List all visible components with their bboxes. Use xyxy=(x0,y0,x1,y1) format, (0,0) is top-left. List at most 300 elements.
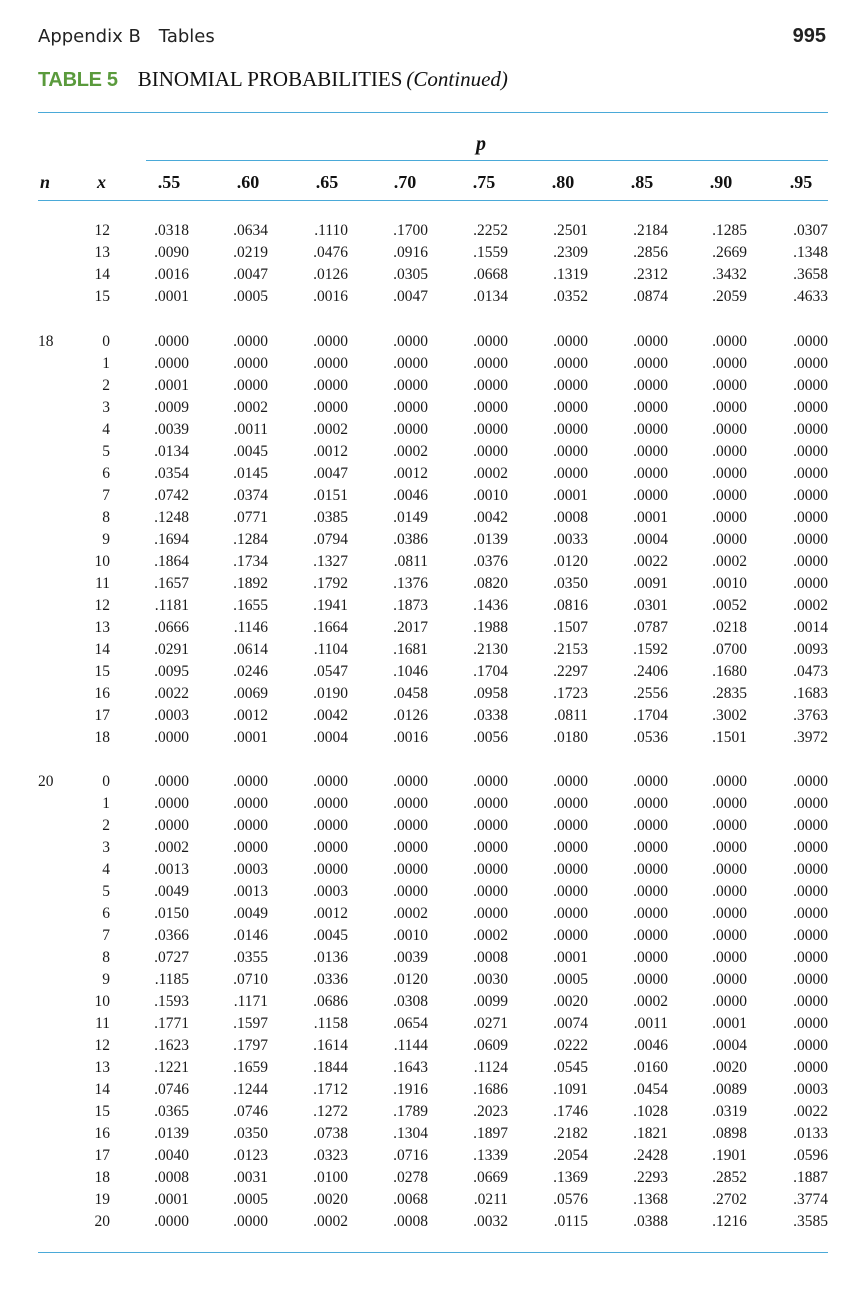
probability-cell: .0000 xyxy=(233,355,268,372)
probability-cell: .1216 xyxy=(712,1213,747,1230)
x-value: 7 xyxy=(102,927,110,944)
probability-cell: .1643 xyxy=(393,1059,428,1076)
probability-cell: .0000 xyxy=(553,465,588,482)
probability-cell: .2054 xyxy=(553,1147,588,1164)
probability-cell: .0123 xyxy=(233,1147,268,1164)
probability-cell: .0012 xyxy=(393,465,428,482)
probability-cell: .0000 xyxy=(393,795,428,812)
probability-cell: .0000 xyxy=(393,883,428,900)
probability-cell: .0000 xyxy=(393,421,428,438)
x-value: 15 xyxy=(94,1103,110,1120)
probability-cell: .1797 xyxy=(233,1037,268,1054)
probability-cell: .0011 xyxy=(233,421,268,438)
probability-cell: .0095 xyxy=(154,663,189,680)
probability-cell: .0049 xyxy=(154,883,189,900)
probability-cell: .0002 xyxy=(712,553,747,570)
probability-cell: .0000 xyxy=(473,883,508,900)
probability-cell: .0000 xyxy=(712,905,747,922)
probability-cell: .0000 xyxy=(393,773,428,790)
probability-cell: .0352 xyxy=(553,288,588,305)
x-value: 1 xyxy=(102,795,110,812)
probability-cell: .0000 xyxy=(233,333,268,350)
probability-cell: .0000 xyxy=(233,773,268,790)
probability-cell: .0545 xyxy=(553,1059,588,1076)
probability-cell: .0000 xyxy=(793,773,828,790)
page-number: 995 xyxy=(792,25,826,47)
x-value: 12 xyxy=(94,1037,110,1054)
probability-cell: .0002 xyxy=(793,597,828,614)
probability-cell: .0000 xyxy=(233,817,268,834)
probability-cell: .0000 xyxy=(633,883,668,900)
probability-cell: .0000 xyxy=(793,1059,828,1076)
probability-cell: .0000 xyxy=(393,399,428,416)
probability-cell: .0115 xyxy=(553,1213,588,1230)
probability-cell: .2153 xyxy=(553,641,588,658)
probability-cell: .3585 xyxy=(793,1213,828,1230)
probability-cell: .0133 xyxy=(793,1125,828,1142)
probability-cell: .0190 xyxy=(313,685,348,702)
p-header-2: .65 xyxy=(315,172,339,192)
probability-cell: .1221 xyxy=(154,1059,189,1076)
probability-cell: .0000 xyxy=(712,333,747,350)
probability-cell: .0069 xyxy=(233,685,268,702)
probability-cell: .0000 xyxy=(154,729,189,746)
x-column-header: x xyxy=(97,172,106,192)
probability-cell: .0009 xyxy=(154,399,189,416)
probability-cell: .0536 xyxy=(633,729,668,746)
probability-cell: .0000 xyxy=(154,1213,189,1230)
probability-cell: .0004 xyxy=(633,531,668,548)
probability-cell: .1901 xyxy=(712,1147,747,1164)
probability-cell: .0000 xyxy=(393,817,428,834)
probability-cell: .0000 xyxy=(553,905,588,922)
probability-cell: .0000 xyxy=(553,927,588,944)
probability-cell: .1507 xyxy=(553,619,588,636)
probability-cell: .0958 xyxy=(473,685,508,702)
probability-cell: .0338 xyxy=(473,707,508,724)
x-value: 5 xyxy=(102,883,110,900)
probability-cell: .0000 xyxy=(712,773,747,790)
x-value: 13 xyxy=(94,244,110,261)
probability-cell: .1681 xyxy=(393,641,428,658)
probability-cell: .0003 xyxy=(233,861,268,878)
probability-cell: .1683 xyxy=(793,685,828,702)
probability-cell: .0000 xyxy=(633,861,668,878)
p-header-1: .60 xyxy=(236,172,260,192)
probability-cell: .0000 xyxy=(313,773,348,790)
p-header-7: .90 xyxy=(709,172,733,192)
probability-cell: .0091 xyxy=(633,575,668,592)
probability-cell: .0385 xyxy=(313,509,348,526)
probability-cell: .0386 xyxy=(393,531,428,548)
probability-cell: .1821 xyxy=(633,1125,668,1142)
probability-cell: .0716 xyxy=(393,1147,428,1164)
x-value: 6 xyxy=(102,905,110,922)
probability-cell: .0020 xyxy=(712,1059,747,1076)
x-value: 19 xyxy=(94,1191,110,1208)
probability-cell: .0874 xyxy=(633,288,668,305)
probability-cell: .0000 xyxy=(712,509,747,526)
probability-cell: .1704 xyxy=(473,663,508,680)
x-value: 0 xyxy=(102,773,110,790)
probability-cell: .2669 xyxy=(712,244,747,261)
probability-cell: .1091 xyxy=(553,1081,588,1098)
probability-cell: .1704 xyxy=(633,707,668,724)
probability-cell: .0366 xyxy=(154,927,189,944)
probability-cell: .1369 xyxy=(553,1169,588,1186)
probability-cell: .0278 xyxy=(393,1169,428,1186)
x-value: 14 xyxy=(94,266,110,283)
probability-cell: .2252 xyxy=(473,222,508,239)
probability-cell: .1659 xyxy=(233,1059,268,1076)
probability-cell: .0001 xyxy=(553,949,588,966)
probability-cell: .0047 xyxy=(313,465,348,482)
probability-cell: .1348 xyxy=(793,244,828,261)
probability-cell: .0033 xyxy=(553,531,588,548)
p-header-8: .95 xyxy=(789,172,813,192)
probability-cell: .0820 xyxy=(473,575,508,592)
probability-cell: .0045 xyxy=(233,443,268,460)
probability-cell: .0136 xyxy=(313,949,348,966)
probability-cell: .0000 xyxy=(553,377,588,394)
probability-cell: .0046 xyxy=(393,487,428,504)
x-value: 0 xyxy=(102,333,110,350)
probability-cell: .0089 xyxy=(712,1081,747,1098)
probability-cell: .0002 xyxy=(473,465,508,482)
probability-cell: .0004 xyxy=(313,729,348,746)
probability-cell: .0596 xyxy=(793,1147,828,1164)
probability-cell: .0031 xyxy=(233,1169,268,1186)
probability-cell: .0000 xyxy=(154,355,189,372)
probability-cell: .0000 xyxy=(154,333,189,350)
probability-cell: .0614 xyxy=(233,641,268,658)
x-value: 6 xyxy=(102,465,110,482)
probability-cell: .0307 xyxy=(793,222,828,239)
probability-cell: .0000 xyxy=(793,377,828,394)
probability-cell: .0000 xyxy=(393,861,428,878)
x-value: 10 xyxy=(94,553,110,570)
probability-cell: .0000 xyxy=(553,773,588,790)
probability-cell: .2293 xyxy=(633,1169,668,1186)
probability-cell: .0000 xyxy=(313,817,348,834)
probability-cell: .0916 xyxy=(393,244,428,261)
probability-cell: .0151 xyxy=(313,487,348,504)
probability-cell: .1597 xyxy=(233,1015,268,1032)
probability-cell: .0000 xyxy=(154,773,189,790)
probability-cell: .0020 xyxy=(553,993,588,1010)
probability-cell: .0000 xyxy=(473,905,508,922)
probability-cell: .0126 xyxy=(393,707,428,724)
x-value: 12 xyxy=(94,597,110,614)
probability-cell: .0000 xyxy=(553,421,588,438)
probability-cell: .0654 xyxy=(393,1015,428,1032)
x-value: 15 xyxy=(94,663,110,680)
probability-cell: .1028 xyxy=(633,1103,668,1120)
probability-cell: .0000 xyxy=(313,861,348,878)
x-value: 16 xyxy=(94,1125,110,1142)
probability-cell: .1376 xyxy=(393,575,428,592)
probability-cell: .0002 xyxy=(393,443,428,460)
probability-cell: .0000 xyxy=(712,795,747,812)
probability-cell: .0012 xyxy=(313,443,348,460)
x-value: 13 xyxy=(94,1059,110,1076)
probability-cell: .1124 xyxy=(473,1059,508,1076)
probability-cell: .0898 xyxy=(712,1125,747,1142)
probability-cell: .0355 xyxy=(233,949,268,966)
probability-cell: .1789 xyxy=(393,1103,428,1120)
probability-cell: .0120 xyxy=(553,553,588,570)
probability-cell: .0000 xyxy=(473,421,508,438)
probability-cell: .3658 xyxy=(793,266,828,283)
probability-cell: .0005 xyxy=(553,971,588,988)
probability-cell: .0746 xyxy=(233,1103,268,1120)
probability-cell: .0000 xyxy=(633,487,668,504)
probability-cell: .0000 xyxy=(793,333,828,350)
probability-cell: .0139 xyxy=(473,531,508,548)
probability-cell: .0093 xyxy=(793,641,828,658)
probability-cell: .0000 xyxy=(473,377,508,394)
probability-cell: .2017 xyxy=(393,619,428,636)
probability-cell: .1897 xyxy=(473,1125,508,1142)
probability-cell: .0000 xyxy=(712,377,747,394)
probability-cell: .3432 xyxy=(712,266,747,283)
x-value: 7 xyxy=(102,487,110,504)
probability-cell: .0008 xyxy=(393,1213,428,1230)
probability-cell: .0365 xyxy=(154,1103,189,1120)
probability-cell: .3774 xyxy=(793,1191,828,1208)
probability-cell: .0000 xyxy=(633,839,668,856)
p-header-6: .85 xyxy=(630,172,654,192)
probability-cell: .0016 xyxy=(393,729,428,746)
probability-cell: .0454 xyxy=(633,1081,668,1098)
probability-cell: .0668 xyxy=(473,266,508,283)
probability-cell: .0350 xyxy=(233,1125,268,1142)
probability-cell: .0012 xyxy=(313,905,348,922)
probability-cell: .1694 xyxy=(154,531,189,548)
probability-cell: .1792 xyxy=(313,575,348,592)
probability-cell: .0686 xyxy=(313,993,348,1010)
probability-cell: .0120 xyxy=(393,971,428,988)
probability-cell: .0000 xyxy=(712,531,747,548)
x-value: 11 xyxy=(95,1015,110,1032)
probability-cell: .0000 xyxy=(633,355,668,372)
probability-cell: .0742 xyxy=(154,487,189,504)
table-label: TABLE 5 xyxy=(38,69,118,91)
probability-cell: .0040 xyxy=(154,1147,189,1164)
probability-cell: .0246 xyxy=(233,663,268,680)
probability-cell: .0000 xyxy=(712,487,747,504)
probability-cell: .0376 xyxy=(473,553,508,570)
probability-cell: .0001 xyxy=(233,729,268,746)
probability-cell: .1304 xyxy=(393,1125,428,1142)
probability-cell: .0000 xyxy=(793,399,828,416)
probability-cell: .0710 xyxy=(233,971,268,988)
probability-cell: .2428 xyxy=(633,1147,668,1164)
probability-cell: .1593 xyxy=(154,993,189,1010)
table-continued: (Continued) xyxy=(406,67,508,91)
probability-cell: .0004 xyxy=(712,1037,747,1054)
probability-cell: .2184 xyxy=(633,222,668,239)
probability-cell: .0000 xyxy=(793,355,828,372)
probability-cell: .0042 xyxy=(313,707,348,724)
probability-cell: .0634 xyxy=(233,222,268,239)
probability-cell: .1873 xyxy=(393,597,428,614)
probability-cell: .0271 xyxy=(473,1015,508,1032)
probability-cell: .0000 xyxy=(712,839,747,856)
probability-cell: .1110 xyxy=(314,222,348,239)
n-column-header: n xyxy=(40,172,51,192)
probability-cell: .0011 xyxy=(633,1015,668,1032)
probability-cell: .0039 xyxy=(393,949,428,966)
probability-cell: .0787 xyxy=(633,619,668,636)
probability-cell: .0000 xyxy=(633,443,668,460)
probability-cell: .0134 xyxy=(154,443,189,460)
probability-cell: .1864 xyxy=(154,553,189,570)
probability-cell: .0160 xyxy=(633,1059,668,1076)
probability-cell: .0010 xyxy=(393,927,428,944)
probability-cell: .0000 xyxy=(393,333,428,350)
probability-cell: .2297 xyxy=(553,663,588,680)
probability-cell: .1181 xyxy=(154,597,189,614)
probability-cell: .0350 xyxy=(553,575,588,592)
x-value: 1 xyxy=(102,355,110,372)
probability-cell: .0000 xyxy=(473,861,508,878)
probability-cell: .0008 xyxy=(473,949,508,966)
probability-cell: .0000 xyxy=(633,421,668,438)
probability-cell: .0010 xyxy=(473,487,508,504)
probability-cell: .0388 xyxy=(633,1213,668,1230)
probability-cell: .3972 xyxy=(793,729,828,746)
probability-cell: .1700 xyxy=(393,222,428,239)
probability-cell: .0005 xyxy=(233,288,268,305)
x-value: 14 xyxy=(94,1081,110,1098)
probability-cell: .0000 xyxy=(712,465,747,482)
p-header-5: .80 xyxy=(551,172,575,192)
probability-cell: .0012 xyxy=(233,707,268,724)
probability-cell: .0047 xyxy=(393,288,428,305)
probability-cell: .0000 xyxy=(793,971,828,988)
probability-cell: .0669 xyxy=(473,1169,508,1186)
probability-cell: .2182 xyxy=(553,1125,588,1142)
x-value: 3 xyxy=(102,839,110,856)
probability-cell: .0180 xyxy=(553,729,588,746)
probability-cell: .0002 xyxy=(313,421,348,438)
probability-cell: .0000 xyxy=(793,1015,828,1032)
probability-cell: .0000 xyxy=(793,993,828,1010)
probability-cell: .0126 xyxy=(313,266,348,283)
probability-cell: .1712 xyxy=(313,1081,348,1098)
probability-cell: .0000 xyxy=(633,465,668,482)
probability-cell: .0002 xyxy=(393,905,428,922)
probability-cell: .0000 xyxy=(793,465,828,482)
probability-cell: .0000 xyxy=(233,377,268,394)
probability-cell: .1284 xyxy=(233,531,268,548)
probability-cell: .0000 xyxy=(553,333,588,350)
probability-cell: .0000 xyxy=(633,971,668,988)
probability-cell: .0056 xyxy=(473,729,508,746)
probability-cell: .0771 xyxy=(233,509,268,526)
x-value: 17 xyxy=(94,707,110,724)
probability-cell: .0000 xyxy=(712,355,747,372)
probability-cell: .0000 xyxy=(793,883,828,900)
probability-cell: .0001 xyxy=(154,288,189,305)
probability-cell: .0008 xyxy=(553,509,588,526)
probability-cell: .0150 xyxy=(154,905,189,922)
p-header-4: .75 xyxy=(472,172,496,192)
probability-cell: .0001 xyxy=(633,509,668,526)
x-value: 2 xyxy=(102,817,110,834)
probability-cell: .0458 xyxy=(393,685,428,702)
probability-cell: .0700 xyxy=(712,641,747,658)
probability-cell: .0727 xyxy=(154,949,189,966)
x-value: 11 xyxy=(95,575,110,592)
probability-cell: .0000 xyxy=(473,443,508,460)
probability-cell: .0039 xyxy=(154,421,189,438)
probability-cell: .0000 xyxy=(393,355,428,372)
probability-cell: .0000 xyxy=(633,949,668,966)
x-value: 9 xyxy=(102,531,110,548)
probability-cell: .2501 xyxy=(553,222,588,239)
probability-cell: .3002 xyxy=(712,707,747,724)
probability-cell: .1723 xyxy=(553,685,588,702)
probability-cell: .0211 xyxy=(473,1191,508,1208)
probability-cell: .1272 xyxy=(313,1103,348,1120)
probability-cell: .0000 xyxy=(553,443,588,460)
probability-cell: .0000 xyxy=(313,355,348,372)
probability-cell: .0145 xyxy=(233,465,268,482)
probability-cell: .1916 xyxy=(393,1081,428,1098)
probability-cell: .0738 xyxy=(313,1125,348,1142)
probability-cell: .0074 xyxy=(553,1015,588,1032)
probability-cell: .1248 xyxy=(154,509,189,526)
probability-cell: .0000 xyxy=(633,377,668,394)
probability-cell: .0000 xyxy=(712,861,747,878)
probability-cell: .1185 xyxy=(154,971,189,988)
x-value: 17 xyxy=(94,1147,110,1164)
probability-cell: .0008 xyxy=(154,1169,189,1186)
probability-cell: .1368 xyxy=(633,1191,668,1208)
p-column-label: p xyxy=(476,133,486,155)
probability-cell: .0816 xyxy=(553,597,588,614)
n-value: 20 xyxy=(38,773,54,790)
probability-cell: .0134 xyxy=(473,288,508,305)
x-value: 4 xyxy=(102,421,110,438)
x-value: 10 xyxy=(94,993,110,1010)
probability-cell: .0000 xyxy=(233,795,268,812)
probability-cell: .0000 xyxy=(712,443,747,460)
probability-cell: .0000 xyxy=(793,443,828,460)
probability-cell: .0794 xyxy=(313,531,348,548)
probability-cell: .0020 xyxy=(313,1191,348,1208)
probability-cell: .0000 xyxy=(793,509,828,526)
probability-cell: .0000 xyxy=(712,399,747,416)
probability-cell: .0000 xyxy=(154,795,189,812)
probability-cell: .1664 xyxy=(313,619,348,636)
probability-cell: .0000 xyxy=(793,553,828,570)
probability-cell: .1436 xyxy=(473,597,508,614)
probability-cell: .0222 xyxy=(553,1037,588,1054)
probability-cell: .0000 xyxy=(313,399,348,416)
probability-cell: .1746 xyxy=(553,1103,588,1120)
p-header-0: .55 xyxy=(157,172,181,192)
probability-cell: .0002 xyxy=(154,839,189,856)
probability-cell: .0045 xyxy=(313,927,348,944)
probability-cell: .2702 xyxy=(712,1191,747,1208)
probability-cell: .0010 xyxy=(712,575,747,592)
probability-cell: .0000 xyxy=(633,927,668,944)
probability-cell: .0000 xyxy=(473,399,508,416)
probability-cell: .0000 xyxy=(553,839,588,856)
